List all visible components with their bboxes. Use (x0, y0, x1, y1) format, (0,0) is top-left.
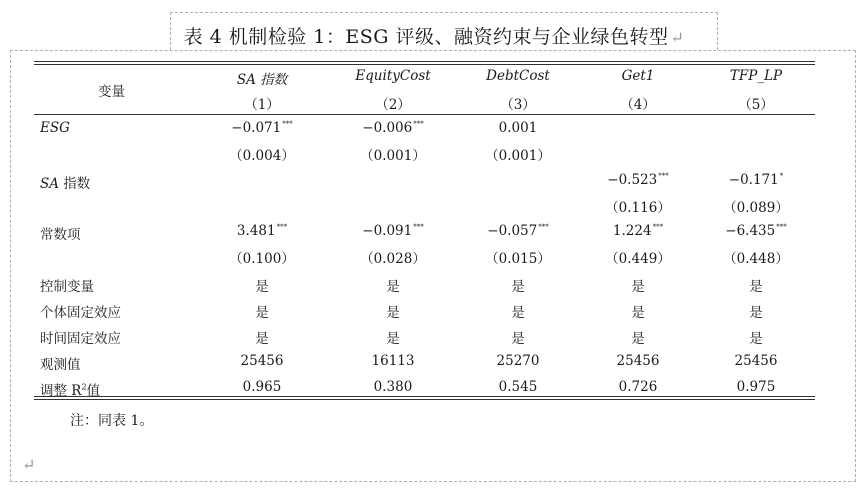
stat-cell: 是 (749, 279, 763, 295)
significance-stars: *** (538, 223, 549, 231)
coefficient-cell (237, 223, 287, 239)
coefficient-value: −6.435 (725, 223, 776, 239)
coefficient-value: 0.001 (498, 120, 538, 136)
stat-cell: 是 (255, 279, 269, 295)
row-label: 常数项 (40, 227, 81, 243)
stat-cell: 是 (631, 279, 645, 295)
column-header: SA 指数 (236, 72, 288, 88)
row-label: ESG (40, 120, 70, 136)
row-label: 观测值 (40, 357, 81, 373)
bottom-rule-inner (34, 396, 815, 397)
row-label-part: SA (40, 176, 59, 192)
coefficient-cell (499, 120, 538, 136)
stat-cell: 是 (511, 305, 525, 321)
stat-cell: 0.965 (242, 379, 282, 395)
coefficient-cell (362, 120, 423, 136)
standard-error-cell: （0.001） (360, 148, 426, 164)
stat-cell: 是 (631, 331, 645, 347)
coefficient-value: −0.091 (362, 223, 413, 239)
stat-cell: 25270 (496, 353, 540, 369)
header-rule (34, 114, 815, 115)
stat-cell: 25456 (240, 353, 284, 369)
table-note: 注：同表 1。 (70, 413, 154, 429)
standard-error-cell: （0.015） (485, 251, 551, 267)
coefficient-cell (231, 120, 292, 136)
coefficient-value: −0.006 (362, 120, 413, 136)
column-number: （4） (620, 97, 656, 113)
column-number: （5） (738, 97, 774, 113)
header-variable-label: 变量 (98, 84, 125, 100)
significance-stars: *** (652, 223, 664, 231)
row-label-part: 值 (86, 383, 101, 399)
row-label-part: 指数 (59, 176, 91, 192)
significance-stars: *** (658, 172, 669, 180)
row-label-part: 调整 R (40, 383, 82, 399)
stat-cell: 0.545 (498, 379, 538, 395)
coefficient-value: −0.057 (487, 223, 538, 239)
stat-cell: 是 (749, 305, 763, 321)
stat-cell: 25456 (616, 353, 660, 369)
stat-cell: 0.380 (373, 379, 413, 395)
coefficient-value: −0.071 (231, 120, 282, 136)
coefficient-cell (487, 223, 548, 239)
stat-cell: 是 (255, 331, 269, 347)
standard-error-cell: （0.116） (605, 200, 671, 216)
standard-error-cell: （0.100） (229, 251, 295, 267)
coefficient-value: 1.224 (612, 223, 652, 239)
standard-error-cell: （0.001） (485, 148, 551, 164)
column-header: EquityCost (355, 68, 431, 84)
coefficient-cell (613, 223, 663, 239)
coefficient-value: 3.481 (236, 223, 276, 239)
stat-cell: 是 (386, 305, 400, 321)
standard-error-cell: （0.028） (360, 251, 426, 267)
column-number: （2） (375, 97, 411, 113)
column-header: DebtCost (486, 68, 550, 84)
stat-cell: 是 (255, 305, 269, 321)
row-label: 个体固定效应 (40, 305, 121, 321)
top-rule-outer (34, 61, 815, 62)
coefficient-cell (729, 172, 783, 188)
significance-stars: *** (413, 120, 424, 128)
coefficient-value: −0.523 (607, 172, 658, 188)
stat-cell: 是 (386, 331, 400, 347)
coefficient-cell (362, 223, 423, 239)
significance-stars: * (779, 172, 784, 180)
top-rule-inner (34, 64, 815, 65)
row-label: 时间固定效应 (40, 331, 121, 347)
column-number: （3） (500, 97, 536, 113)
stat-cell: 是 (511, 331, 525, 347)
row-label-part: 2 (81, 382, 87, 392)
significance-stars: *** (276, 223, 288, 231)
stat-cell: 是 (511, 279, 525, 295)
stat-cell: 0.726 (618, 379, 658, 395)
stat-cell: 16113 (371, 353, 415, 369)
table-title (0, 22, 868, 49)
stat-cell: 是 (631, 305, 645, 321)
stat-cell: 是 (749, 331, 763, 347)
row-label (40, 172, 90, 192)
column-number: （1） (244, 97, 280, 113)
paragraph-mark-icon: ↵ (670, 28, 685, 47)
standard-error-cell: （0.448） (723, 251, 789, 267)
stat-cell: 25456 (734, 353, 778, 369)
coefficient-value: −0.171 (728, 172, 779, 188)
standard-error-cell: （0.089） (723, 200, 789, 216)
stat-cell: 0.975 (736, 379, 776, 395)
table-title-text: 表 4 机制检验 1：ESG 评级、融资约束与企业绿色转型 (183, 26, 669, 48)
row-label: 控制变量 (40, 279, 94, 295)
significance-stars: *** (413, 223, 424, 231)
significance-stars: *** (776, 223, 787, 231)
column-header: Get1 (621, 68, 655, 84)
standard-error-cell: （0.449） (605, 251, 671, 267)
column-header: TFP_LP (729, 68, 783, 84)
paragraph-mark-icon: ↵ (22, 455, 36, 474)
coefficient-cell (607, 172, 668, 188)
coefficient-cell (725, 223, 786, 239)
bottom-rule-outer (34, 399, 815, 400)
stat-cell: 是 (386, 279, 400, 295)
significance-stars: *** (282, 120, 293, 128)
standard-error-cell: （0.004） (229, 148, 295, 164)
